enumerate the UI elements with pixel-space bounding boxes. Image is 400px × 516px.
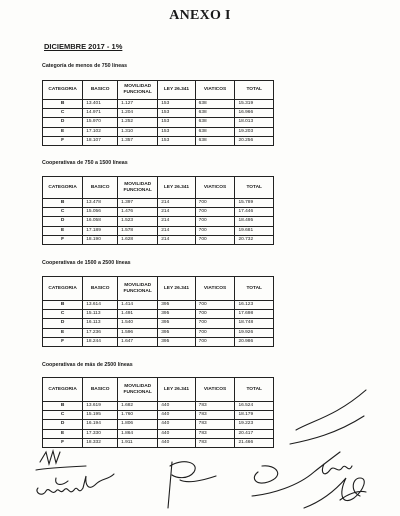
cell-movilidad: 1.476: [118, 208, 158, 217]
col-header-basico: BASICO: [83, 378, 118, 402]
col-header-categoria: CATEGORIA: [43, 277, 83, 301]
cell-categoria: B: [43, 402, 83, 411]
cell-ley: 395: [158, 310, 195, 319]
cell-basico: 16.194: [83, 420, 118, 429]
cell-ley: 153: [158, 109, 195, 118]
cell-viaticos: 783: [195, 429, 235, 438]
cell-basico: 16.058: [83, 217, 118, 226]
cell-categoria: D: [43, 217, 83, 226]
col-header-ley: LEY 26.341: [158, 81, 195, 100]
cell-viaticos: 638: [195, 118, 235, 127]
cell-movilidad: 1.911: [118, 438, 158, 447]
cell-ley: 440: [158, 411, 195, 420]
cell-categoria: F: [43, 337, 83, 346]
col-header-movilidad: MOVILIDAD FUNCIONAL: [118, 277, 158, 301]
cell-viaticos: 700: [195, 226, 235, 235]
cell-total: 16.524: [235, 402, 274, 411]
cell-basico: 17.236: [83, 328, 118, 337]
col-header-viaticos: VIATICOS: [195, 177, 235, 199]
cell-basico: 13.614: [83, 301, 118, 310]
col-header-basico: BASICO: [83, 81, 118, 100]
cell-movilidad: 1.357: [118, 136, 158, 145]
cell-categoria: D: [43, 319, 83, 328]
cell-movilidad: 1.414: [118, 301, 158, 310]
document-title: ANEXO I: [169, 8, 231, 23]
document-period: DICIEMBRE 2017 - 1%: [44, 42, 123, 51]
cell-viaticos: 700: [195, 310, 235, 319]
cell-viaticos: 700: [195, 337, 235, 346]
cell-ley: 153: [158, 127, 195, 136]
cell-total: 19.203: [235, 127, 274, 136]
cell-total: 15.789: [235, 199, 274, 208]
col-header-viaticos: VIATICOS: [195, 81, 235, 100]
cell-basico: 16.113: [83, 319, 118, 328]
cell-ley: 440: [158, 402, 195, 411]
cell-total: 20.732: [235, 235, 274, 244]
cell-total: 19.926: [235, 328, 274, 337]
col-header-total: TOTAL: [235, 81, 274, 100]
section-title-2: Cooperativas de 750 a 1500 líneas: [42, 160, 128, 166]
cell-total: 18.179: [235, 411, 274, 420]
col-header-ley: LEY 26.341: [158, 177, 195, 199]
cell-ley: 214: [158, 226, 195, 235]
cell-basico: 17.330: [83, 429, 118, 438]
cell-total: 15.319: [235, 100, 274, 109]
cell-total: 17.698: [235, 310, 274, 319]
cell-basico: 13.478: [83, 199, 118, 208]
cell-ley: 440: [158, 438, 195, 447]
col-header-basico: BASICO: [83, 277, 118, 301]
col-header-categoria: CATEGORIA: [43, 177, 83, 199]
signature-left: [36, 451, 114, 494]
cell-basico: 15.195: [83, 411, 118, 420]
cell-basico: 18.332: [83, 438, 118, 447]
signature-right: [252, 390, 366, 508]
col-header-ley: LEY 26.341: [158, 378, 195, 402]
section-title-3: Cooperativas de 1500 a 2500 líneas: [42, 260, 131, 266]
col-header-total: TOTAL: [235, 277, 274, 301]
cell-viaticos: 700: [195, 208, 235, 217]
col-header-ley: LEY 26.341: [158, 277, 195, 301]
cell-categoria: F: [43, 136, 83, 145]
cell-movilidad: 1.864: [118, 429, 158, 438]
cell-basico: 17.189: [83, 226, 118, 235]
col-header-categoria: CATEGORIA: [43, 81, 83, 100]
cell-total: 20.417: [235, 429, 274, 438]
cell-movilidad: 1.127: [118, 100, 158, 109]
col-header-movilidad: MOVILIDAD FUNCIONAL: [118, 378, 158, 402]
cell-viaticos: 783: [195, 438, 235, 447]
cell-categoria: B: [43, 301, 83, 310]
cell-categoria: C: [43, 411, 83, 420]
cell-ley: 214: [158, 217, 195, 226]
cell-categoria: E: [43, 328, 83, 337]
cell-basico: 13.401: [83, 100, 118, 109]
cell-basico: 18.107: [83, 136, 118, 145]
cell-total: 16.966: [235, 109, 274, 118]
cell-ley: 153: [158, 100, 195, 109]
cell-viaticos: 700: [195, 319, 235, 328]
col-header-viaticos: VIATICOS: [195, 378, 235, 402]
cell-viaticos: 700: [195, 301, 235, 310]
cell-basico: 13.619: [83, 402, 118, 411]
cell-viaticos: 783: [195, 402, 235, 411]
cell-viaticos: 638: [195, 136, 235, 145]
cell-ley: 440: [158, 420, 195, 429]
cell-movilidad: 1.310: [118, 127, 158, 136]
cell-ley: 395: [158, 301, 195, 310]
cell-total: 19.223: [235, 420, 274, 429]
cell-movilidad: 1.397: [118, 199, 158, 208]
cell-ley: 395: [158, 328, 195, 337]
cell-viaticos: 638: [195, 109, 235, 118]
cell-viaticos: 783: [195, 411, 235, 420]
cell-categoria: E: [43, 429, 83, 438]
cell-basico: 18.244: [83, 337, 118, 346]
signature-center: [168, 462, 216, 508]
cell-viaticos: 700: [195, 235, 235, 244]
cell-viaticos: 700: [195, 217, 235, 226]
cell-categoria: C: [43, 310, 83, 319]
cell-movilidad: 1.760: [118, 411, 158, 420]
cell-ley: 214: [158, 199, 195, 208]
cell-categoria: D: [43, 118, 83, 127]
cell-categoria: B: [43, 100, 83, 109]
cell-basico: 15.970: [83, 118, 118, 127]
cell-ley: 153: [158, 136, 195, 145]
cell-movilidad: 1.806: [118, 420, 158, 429]
cell-categoria: F: [43, 438, 83, 447]
cell-movilidad: 1.596: [118, 328, 158, 337]
cell-total: 18.013: [235, 118, 274, 127]
col-header-total: TOTAL: [235, 378, 274, 402]
cell-basico: 17.102: [83, 127, 118, 136]
col-header-movilidad: MOVILIDAD FUNCIONAL: [118, 81, 158, 100]
cell-categoria: E: [43, 226, 83, 235]
cell-viaticos: 783: [195, 420, 235, 429]
section-title-4: Cooperativas de más de 2500 líneas: [42, 362, 133, 368]
cell-movilidad: 1.628: [118, 235, 158, 244]
cell-ley: 440: [158, 429, 195, 438]
cell-movilidad: 1.682: [118, 402, 158, 411]
section-title-1: Categoría de menos de 750 líneas: [42, 63, 128, 69]
col-header-basico: BASICO: [83, 177, 118, 199]
cell-ley: 214: [158, 235, 195, 244]
cell-viaticos: 700: [195, 328, 235, 337]
cell-viaticos: 700: [195, 199, 235, 208]
cell-movilidad: 1.540: [118, 319, 158, 328]
cell-movilidad: 1.523: [118, 217, 158, 226]
cell-basico: 15.056: [83, 208, 118, 217]
cell-movilidad: 1.578: [118, 226, 158, 235]
cell-ley: 395: [158, 319, 195, 328]
cell-movilidad: 1.204: [118, 109, 158, 118]
cell-ley: 153: [158, 118, 195, 127]
cell-total: 17.446: [235, 208, 274, 217]
cell-total: 20.986: [235, 337, 274, 346]
cell-categoria: C: [43, 208, 83, 217]
col-header-viaticos: VIATICOS: [195, 277, 235, 301]
cell-viaticos: 638: [195, 100, 235, 109]
cell-ley: 214: [158, 208, 195, 217]
col-header-categoria: CATEGORIA: [43, 378, 83, 402]
cell-categoria: C: [43, 109, 83, 118]
cell-total: 21.466: [235, 438, 274, 447]
cell-basico: 18.190: [83, 235, 118, 244]
cell-total: 19.681: [235, 226, 274, 235]
col-header-total: TOTAL: [235, 177, 274, 199]
cell-categoria: D: [43, 420, 83, 429]
cell-ley: 395: [158, 337, 195, 346]
cell-total: 20.256: [235, 136, 274, 145]
cell-categoria: B: [43, 199, 83, 208]
col-header-movilidad: MOVILIDAD FUNCIONAL: [118, 177, 158, 199]
cell-total: 18.748: [235, 319, 274, 328]
cell-total: 18.495: [235, 217, 274, 226]
cell-movilidad: 1.647: [118, 337, 158, 346]
cell-basico: 14.971: [83, 109, 118, 118]
cell-categoria: E: [43, 127, 83, 136]
cell-basico: 15.113: [83, 310, 118, 319]
cell-movilidad: 1.252: [118, 118, 158, 127]
cell-total: 16.123: [235, 301, 274, 310]
cell-categoria: F: [43, 235, 83, 244]
cell-viaticos: 638: [195, 127, 235, 136]
cell-movilidad: 1.491: [118, 310, 158, 319]
